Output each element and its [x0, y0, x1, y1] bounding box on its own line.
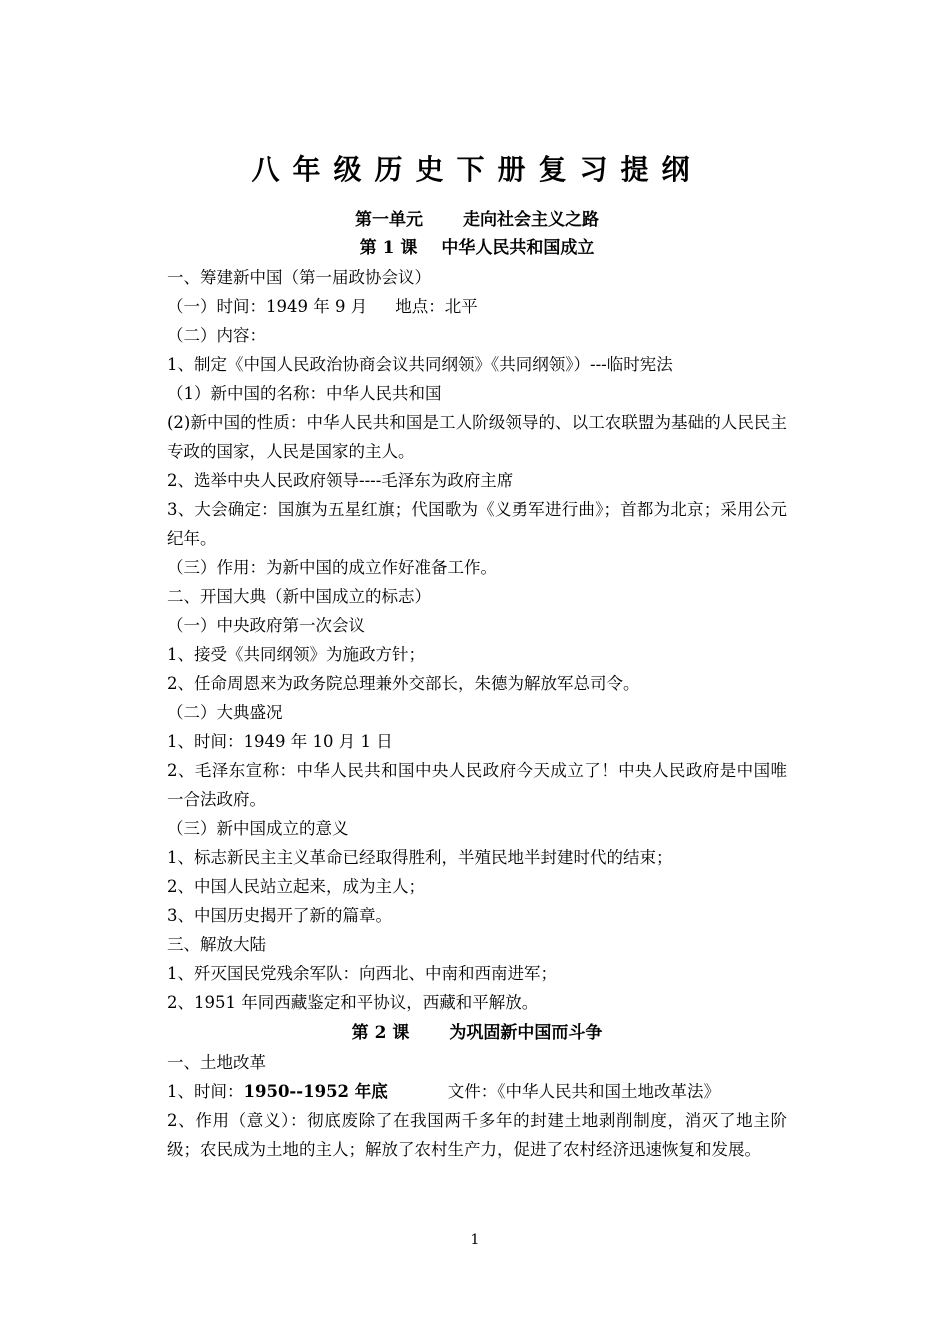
list-item: 3、中国历史揭开了新的篇章。 [167, 906, 392, 925]
lesson-2-name: 为巩固新中国而斗争 [449, 1023, 603, 1043]
reform-time: 1950--1952 年底 [243, 1082, 388, 1101]
lesson-1-name: 中华人民共和国成立 [441, 238, 595, 258]
subsection-heading: （二）大典盛况 [167, 703, 283, 722]
list-item: 2、任命周恩来为政务院总理兼外交部长，朱德为解放军总司令。 [167, 674, 640, 693]
list-item: 1、歼灭国民党残余军队：向西北、中南和西南进军； [167, 964, 557, 983]
reform-document: 文件：《中华人民共和国土地改革法》 [447, 1082, 721, 1101]
lesson-1-label: 第 1 课 [359, 238, 418, 258]
subsection-line: （三）作用：为新中国的成立作好准备工作。 [167, 558, 497, 577]
list-item: 2、中国人民站立起来，成为主人； [167, 877, 425, 896]
page-number: 1 [470, 1232, 480, 1248]
list-item: 2、作用（意义）：彻底废除了在我国两千多年的封建土地剥削制度，消灭了地主阶级；农民成为土地的主人；解放了农村生产力，促进了农村经济迅速恢复和发展。 [167, 1111, 787, 1159]
unit-label: 第一单元 [355, 210, 423, 230]
meeting-place: 地点：北平 [395, 297, 478, 316]
list-item: 2、毛泽东宣称：中华人民共和国中央人民政府今天成立了！中央人民政府是中国唯一合法政府。 [167, 761, 787, 809]
lesson-1-heading [167, 234, 787, 263]
list-item: 2、1951 年同西藏鉴定和平协议，西藏和平解放。 [167, 993, 539, 1012]
list-item: 3、大会确定：国旗为五星红旗；代国歌为《义勇军进行曲》；首都为北京；采用公元纪年。 [167, 500, 787, 548]
list-item: 1、制定《中国人民政治协商会议共同纲领》《共同纲领》）---临时宪法 [167, 355, 673, 374]
page-content [167, 150, 787, 1164]
lesson-2-heading [167, 1019, 787, 1048]
list-item: （1）新中国的名称：中华人民共和国 [167, 384, 442, 403]
list-item: 1、时间：1949 年 10 月 1 日 [167, 732, 393, 751]
list-item: (2)新中国的性质：中华人民共和国是工人阶级领导的、以工农联盟为基础的人民民主专政的国家，人民是国家的主人。 [167, 413, 787, 461]
lesson-2-label: 第 2 课 [351, 1023, 410, 1043]
subsection-heading: （一）中央政府第一次会议 [167, 616, 365, 635]
list-item: 1、标志新民主主义革命已经取得胜利，半殖民地半封建时代的结束； [167, 848, 673, 867]
section-heading: 二、开国大典（新中国成立的标志） [167, 587, 431, 606]
meeting-time: （一）时间：1949 年 9 月 [167, 297, 368, 316]
subsection-heading: （二）内容： [167, 326, 266, 345]
reform-time-label: 1、时间： [167, 1082, 244, 1101]
section-heading: 一、筹建新中国（第一届政协会议） [167, 268, 431, 287]
list-item: 1、接受《共同纲领》为施政方针； [167, 645, 425, 664]
document-title: 八年级历史下册复习提纲 [251, 153, 703, 186]
unit-heading [167, 206, 787, 234]
list-item: 2、选举中央人民政府领导----毛泽东为政府主席 [167, 471, 514, 490]
subsection-heading: （三）新中国成立的意义 [167, 819, 349, 838]
unit-name: 走向社会主义之路 [463, 210, 599, 230]
subsection-line [167, 292, 787, 321]
section-heading: 三、解放大陆 [167, 935, 266, 954]
section-heading: 一、土地改革 [167, 1053, 266, 1072]
list-item [167, 1077, 787, 1106]
